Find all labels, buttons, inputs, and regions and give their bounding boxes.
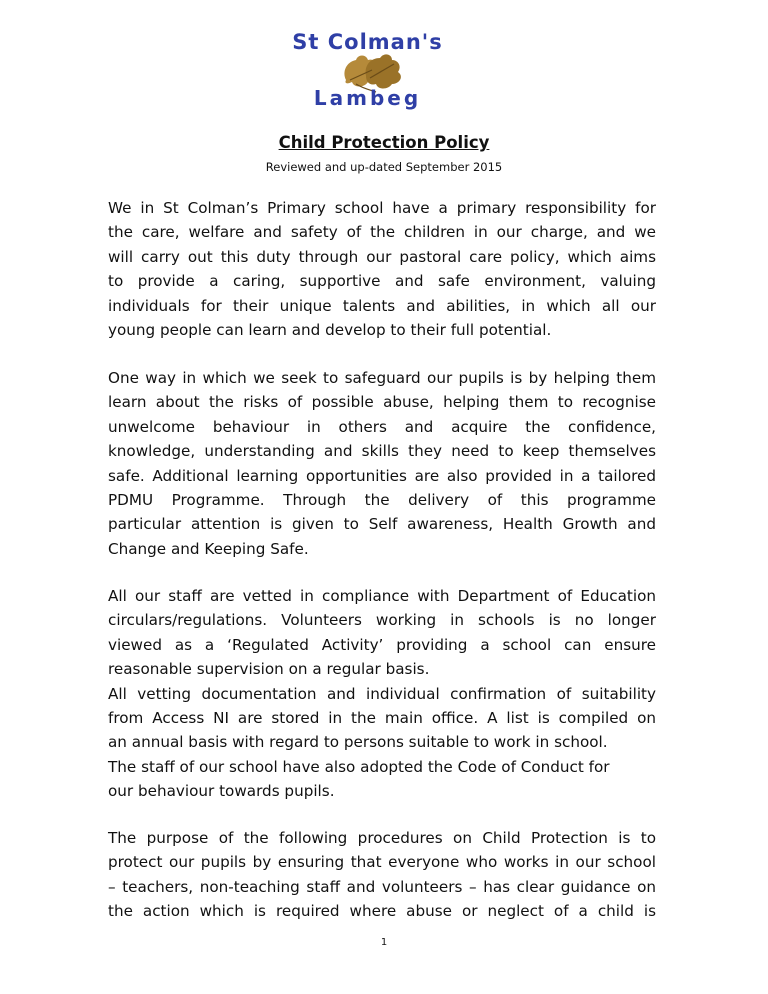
logo-bottom-text: Lambeg: [313, 86, 422, 110]
paragraph-line: Change and Keeping Safe.: [108, 539, 309, 558]
paragraph-line: an annual basis with regard to persons suitable to work in school.: [108, 733, 608, 752]
paragraph-line: the care, welfare and safety of the children in our charge, and we: [108, 223, 656, 242]
page-number: 1: [380, 937, 388, 948]
paragraph-line: protect our pupils by ensuring that everyone who works in our school: [108, 853, 656, 872]
logo-top-text: St Colman's: [292, 30, 443, 54]
paragraph-2: [108, 366, 656, 561]
paragraph-line: The purpose of the following procedures on Child Protection is to: [108, 829, 656, 847]
school-logo: [270, 30, 465, 112]
paragraph-line: individuals for their unique talents and abilities, in which all our: [108, 296, 656, 315]
paragraph-3: [108, 584, 656, 804]
paragraph-line: to provide a caring, supportive and safe environment, valuing: [108, 272, 656, 291]
paragraph-line: the action which is required where abuse or neglect of a child is: [108, 902, 656, 921]
paragraph-line: will carry out this duty through our pastoral care policy, which aims: [108, 247, 656, 266]
paragraph-line: unwelcome behaviour in others and acquire the confidence,: [108, 417, 656, 436]
paragraph-line: – teachers, non-teaching staff and volunteers – has clear guidance on: [108, 877, 656, 896]
paragraph-line: PDMU Programme. Through the delivery of this programme: [108, 491, 656, 510]
paragraph-line: learn about the risks of possible abuse, helping them to recognise: [108, 393, 656, 412]
paragraph-line: viewed as a ‘Regulated Activity’ providing a school can ensure: [108, 635, 656, 654]
paragraph-line: knowledge, understanding and skills they need to keep themselves: [108, 442, 656, 461]
paragraph-line: young people can learn and develop to their full potential.: [108, 321, 552, 340]
paragraph-line: We in St Colman’s Primary school have a primary responsibility for: [108, 199, 656, 217]
paragraph-line: particular attention is given to Self awareness, Health Growth and: [108, 515, 656, 534]
paragraph-line: One way in which we seek to safeguard our pupils is by helping them: [108, 369, 656, 387]
paragraph-line: circulars/regulations. Volunteers working in schools is no longer: [108, 611, 656, 630]
page-subtitle: Reviewed and up-dated September 2015: [265, 160, 503, 174]
paragraph-line: reasonable supervision on a regular basis.: [108, 660, 430, 679]
paragraph-line: The staff of our school have also adopted the Code of Conduct for: [108, 757, 610, 776]
paragraph-line: from Access NI are stored in the main office. A list is compiled on: [108, 709, 656, 728]
page-title: Child Protection Policy: [278, 133, 490, 152]
paragraph-line: All vetting documentation and individual confirmation of suitability: [108, 684, 656, 703]
paragraph-1: [108, 196, 656, 342]
paragraph-line: All our staff are vetted in compliance with Department of Education: [108, 587, 656, 605]
paragraph-4: [108, 826, 656, 924]
paragraph-line: our behaviour towards pupils.: [108, 782, 335, 801]
paragraph-line: safe. Additional learning opportunities are also provided in a tailored: [108, 466, 656, 485]
